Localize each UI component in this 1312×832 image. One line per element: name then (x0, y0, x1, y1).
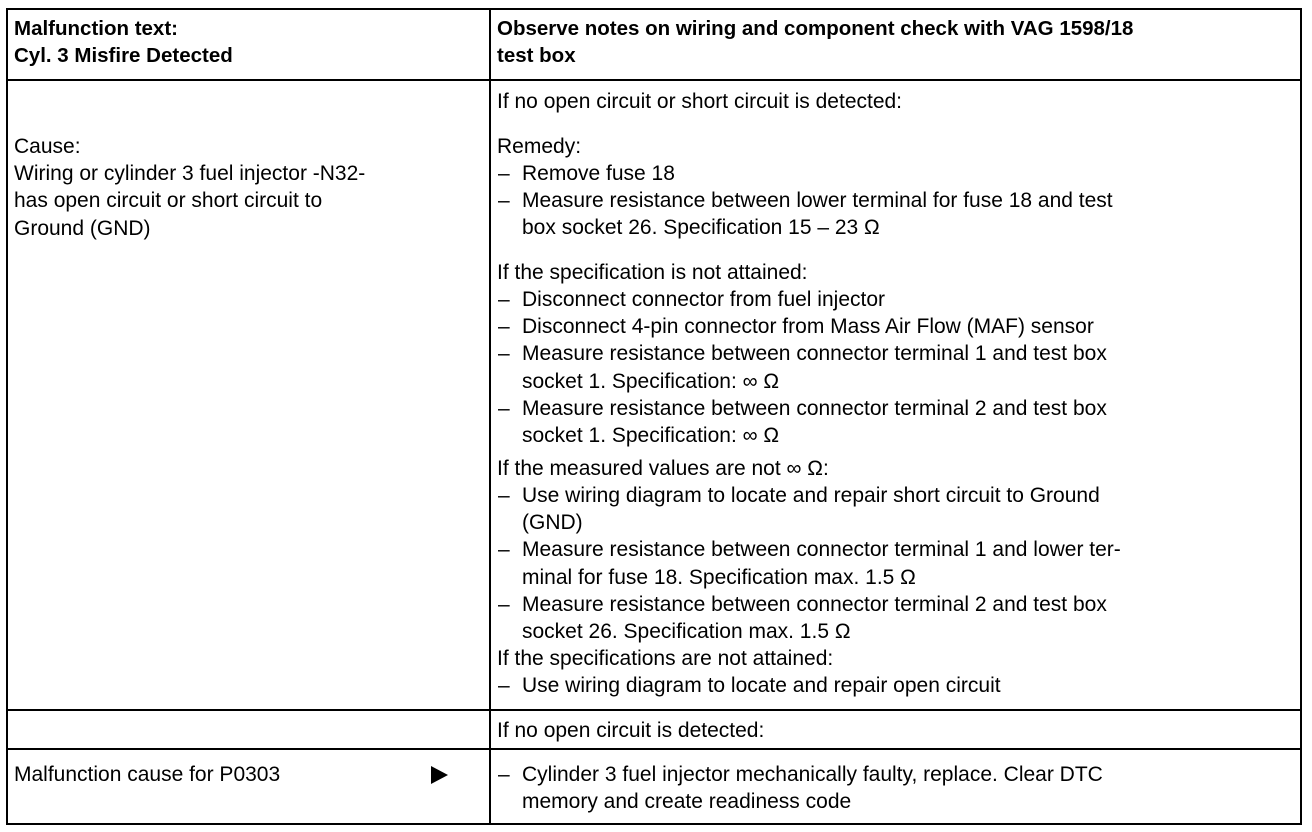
table-top-border (6, 8, 1302, 10)
list-item: – Disconnect 4-pin connector from Mass Air Flow (MAF) sensor (497, 313, 1107, 340)
cause-line: Ground (GND) (14, 216, 151, 240)
measured-check-list (497, 482, 1121, 645)
malfunction-cause-label: Malfunction cause for P0303 (14, 763, 281, 786)
arrow-right-icon (431, 766, 448, 784)
measured-not-heading: If the measured values are not ∞ Ω: (497, 457, 829, 480)
cause-line: has open circuit or short circuit to (14, 189, 323, 213)
header-left-line1: Malfunction text: (14, 17, 178, 40)
remedy-label: Remedy: (497, 135, 582, 158)
table-right-border (1300, 8, 1302, 825)
list-item: – Cylinder 3 fuel injector mechanically faulty, replace. Clear DTC memory and create readiness code (497, 761, 1103, 815)
list-item: – Measure resistance between connector terminal 1 and test box socket 1. Specification: ∞ Ω (497, 340, 1107, 394)
header-right-line1: Observe notes on wiring and component check with VAG 1598/18 (497, 17, 1134, 40)
list-item: – Use wiring diagram to locate and repair short circuit to Ground (GND) (497, 482, 1121, 536)
faulty-injector-list (497, 761, 1103, 815)
list-item: – Measure resistance between connector terminal 1 and lower ter- minal for fuse 18. Specification max. 1.5 Ω (497, 536, 1121, 590)
cause-block (14, 133, 365, 242)
header-right-title (497, 15, 1133, 69)
intro-text: If no open circuit or short circuit is detected: (497, 90, 903, 113)
list-item: – Measure resistance between connector terminal 2 and test box socket 26. Specification max. 1.5 Ω (497, 591, 1121, 645)
header-bottom-border (6, 79, 1302, 81)
list-item: – Disconnect connector from fuel injector (497, 286, 1107, 313)
cause-line: Wiring or cylinder 3 fuel injector -N32- (14, 162, 366, 186)
no-open-circuit-text: If no open circuit is detected: (497, 719, 765, 742)
list-item: – Measure resistance between connector terminal 2 and test box socket 1. Specification: ∞ Ω (497, 395, 1107, 449)
cause-label: Cause: (14, 135, 81, 158)
list-item: – Remove fuse 18 (497, 160, 1113, 187)
spec-check-list (497, 286, 1107, 449)
list-item: – Measure resistance between lower terminal for fuse 18 and test box socket 26. Specification 15 – 23 Ω (497, 187, 1113, 241)
specs-not-heading: If the specifications are not attained: (497, 647, 834, 670)
remedy-list (497, 160, 1113, 242)
header-left-title (14, 15, 233, 69)
row1-bottom-border (6, 709, 1302, 711)
list-item: – Use wiring diagram to locate and repair open circuit (497, 672, 1001, 699)
header-left-line2: Cyl. 3 Misfire Detected (14, 44, 233, 68)
specs-not-list (497, 672, 1001, 699)
spec-not-attained-heading: If the specification is not attained: (497, 261, 808, 284)
table-bottom-border (6, 823, 1302, 825)
row2-bottom-border (6, 748, 1302, 750)
header-right-line2: test box (497, 44, 576, 68)
column-divider (489, 8, 491, 825)
table-left-border (6, 8, 8, 825)
